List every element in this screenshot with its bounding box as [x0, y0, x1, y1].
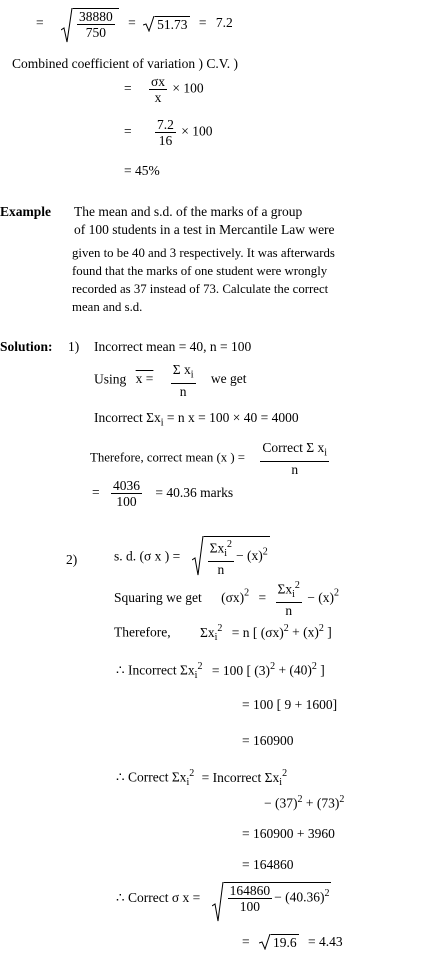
step-1: = 100 [ 9 + 1600]	[242, 697, 338, 712]
example-line-4: found that the marks of one student were wrongly	[72, 264, 328, 278]
we-get: we get	[210, 371, 247, 387]
frac-num: 38880	[79, 9, 113, 24]
rhs: = Incorrect Σx	[201, 769, 280, 785]
incorrect-sum-tail: = n x = 100 × 40 = 4000	[163, 410, 299, 425]
frac-den: 100	[116, 494, 137, 509]
rhs-end: ]	[323, 624, 332, 640]
example-line-2: of 100 students in a test in Mercantile Law were	[74, 222, 335, 237]
eq-sign: =	[92, 484, 100, 500]
incorrect-sum-line: Incorrect $\Sigma x_i = n$ x = 100 × 40 = 4000	[94, 410, 299, 429]
frac-num: Σx	[209, 540, 225, 556]
sqrt	[259, 934, 299, 951]
tail: − (x)	[236, 548, 263, 564]
therefore-text: Therefore,	[114, 624, 171, 640]
frac-den: 100	[239, 899, 260, 914]
term-2: + (73)	[302, 795, 340, 811]
correct-sq-line-2: − $(37)^2 + (73)^2$	[264, 794, 345, 811]
therefore-text: Therefore, correct mean (x ) =	[90, 450, 245, 465]
step-2: = 160900	[242, 733, 294, 748]
rhs: = n [ (σx)	[231, 624, 284, 640]
using-line: Using x = $\frac{\Sigma x_i}{n}$ we get	[94, 362, 247, 399]
incorrect-sum: Incorrect Σx	[94, 410, 161, 425]
top-equation	[36, 8, 233, 40]
rhs2: + (x)	[288, 624, 319, 640]
frac-num: 4036	[113, 478, 140, 493]
frac-num: Correct Σ x	[262, 440, 325, 455]
final-sd-line	[116, 882, 331, 914]
sqrt: $\frac{\Sigma x_i^2}{n}$ − $(x)^2$	[192, 536, 270, 577]
frac-num: Σx	[277, 581, 293, 597]
sd-line	[114, 536, 270, 577]
final-label: ∴ Correct σ x =	[116, 890, 201, 905]
example-line-3: given to be 40 and 3 respectively. It was afterwards	[72, 246, 335, 260]
tail: − (x)	[307, 590, 335, 606]
using-text: Using	[94, 371, 127, 387]
step-4: = 164860	[242, 857, 294, 872]
eq-sign: =	[242, 934, 250, 949]
root-value: 19.6	[273, 935, 297, 951]
correct-sq-line: ∴ Correct $\Sigma x_i^2$ = Incorrect $\Sigma x_i^2$	[116, 768, 288, 789]
cv-line-1	[124, 74, 204, 105]
frac-den: n	[179, 383, 187, 399]
eq-sign: =	[128, 15, 136, 31]
cv-heading: Combined coefficient of variation ) C.V. )	[12, 56, 238, 71]
tail: × 100	[172, 80, 204, 96]
frac-den: n	[291, 461, 299, 477]
solution-line-1: Incorrect mean = 40, n = 100	[94, 339, 252, 354]
example-line-5: recorded as 37 instead of 73. Calculate the correct	[72, 282, 329, 296]
step-3: = 160900 + 3960	[242, 826, 335, 841]
frac-num: 7.2	[157, 117, 174, 132]
root-value: 51.73	[157, 16, 188, 32]
sd-label: s. d. (σ x ) =	[114, 548, 181, 564]
tail: × 100	[181, 123, 213, 139]
part-2-number: 2)	[66, 552, 78, 567]
correct-mean-line: Therefore, correct mean (x ) = $\frac{Correct \Sigma x_i}{n}$	[90, 440, 327, 477]
sqrt: $\frac{164860}{100}$ − $(40.36)^2$	[212, 882, 332, 914]
tail: − (40.36)	[274, 889, 325, 905]
cv-line-2	[124, 117, 213, 148]
frac-den: n	[217, 562, 225, 578]
frac-num: σx	[151, 74, 166, 89]
result-value: = 4.43	[308, 934, 343, 949]
cv-line-3: = 45%	[124, 163, 160, 178]
xbar-eq: x =	[135, 371, 154, 387]
frac-den: n	[285, 603, 293, 619]
eq-sign: =	[124, 80, 132, 96]
final-result-line	[242, 934, 343, 951]
eq-sign: =	[36, 15, 44, 31]
squaring-line: Squaring we get $(\sigma x)^2$ = $\frac{\Sigma x_i^2}{n}$ − $(x)^2$	[114, 580, 340, 619]
frac-den: x	[154, 90, 162, 105]
eq-sign: =	[198, 15, 207, 31]
tail: = 40.36 marks	[155, 484, 234, 500]
incorrect-sq-line: ∴ Incorrect $\Sigma x_i^2 = 100$ [ $(3)^2 + (40)^2$ ]	[116, 661, 325, 682]
rhs-end: ]	[316, 662, 325, 678]
rhs: = 100 [ (3)	[211, 662, 271, 678]
lhs: Σx	[199, 624, 215, 640]
rhs2: + (40)	[275, 662, 312, 678]
therefore-line: Therefore, $\Sigma x_i^2 = n$ [ $(\sigma x)^2 + (x)^2$ ]	[114, 623, 332, 644]
solution-label: Solution:	[0, 339, 53, 354]
lhs: (σx)	[221, 590, 245, 606]
sqrt	[61, 8, 119, 40]
correct-label: ∴ Correct Σx	[116, 769, 187, 785]
term-1: − (37)	[264, 795, 298, 811]
example-line-6: mean and s.d.	[72, 300, 143, 314]
frac-den: 750	[85, 25, 106, 40]
eq-sign: =	[124, 123, 132, 139]
frac-num: Σ x	[172, 362, 191, 377]
eq-sign: =	[258, 590, 267, 606]
sqrt	[143, 16, 189, 33]
example-label: Example	[0, 204, 52, 219]
mean-result-line	[92, 478, 233, 509]
result-value: 7.2	[215, 15, 233, 31]
example-line-1: The mean and s.d. of the marks of a group	[74, 204, 303, 219]
frac-den: 16	[158, 133, 173, 148]
frac-num: 164860	[229, 883, 271, 898]
squaring-text: Squaring we get	[114, 590, 202, 606]
incorrect-label: ∴ Incorrect Σx	[116, 662, 195, 678]
part-1-number: 1)	[68, 339, 80, 354]
